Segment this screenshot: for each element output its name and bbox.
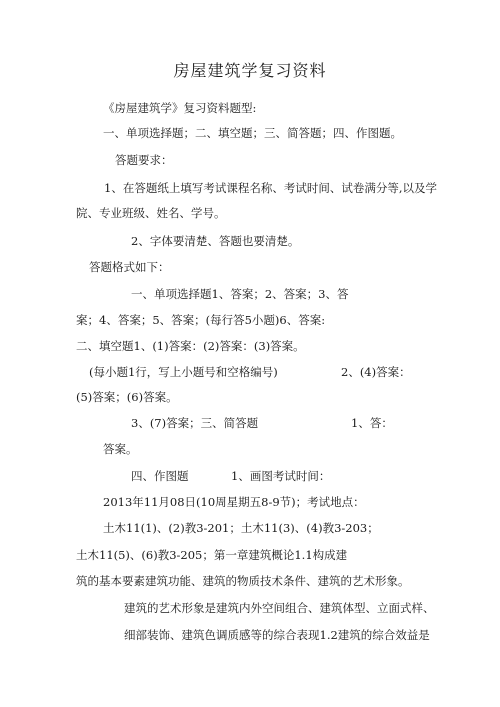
format-fill-blank-line1: 二、填空题1、(1)答案：(2)答案：(3)答案。 (76, 339, 305, 353)
answer-format-heading: 答题格式如下： (89, 260, 170, 274)
chapter1-line3: 细部装饰、建筑色调质感等的综合表现1.2建筑的综合效益是 (124, 628, 430, 642)
exam-location-line1: 土木11(1)、(2)教3-201；土木11(3)、(4)教3-203； (103, 521, 379, 535)
format-short-answer-answer: 答案。 (103, 442, 138, 456)
chapter1-line2: 建筑的艺术形象是建筑内外空间组合、建筑体型、立面式样、 (124, 601, 435, 615)
format-fill-blank-item2: 2、(4)答案： (341, 365, 411, 379)
answer-requirements-heading: 答题要求： (115, 153, 173, 167)
question-types-list: 一、单项选择题；二、填空题；三、简答题；四、作图题。 (103, 126, 402, 140)
format-short-answer-item1: 1、答： (351, 416, 393, 430)
format-fill-blank-note: (每小题1行，写上小题号和空格编号) (89, 365, 278, 379)
requirement-2: 2、字体要清楚、答题也要清楚。 (131, 234, 300, 248)
format-drawing-exam-time: 1、画图考试时间： (231, 469, 331, 483)
format-drawing-heading: 四、作图题 (131, 469, 189, 483)
format-single-choice-line2: 案；4、答案；5、答案；(每行答5小题)6、答案: (76, 313, 326, 327)
format-fill-blank-item3: 3、(7)答案；三、简答题 (131, 416, 259, 430)
document-title: 房屋建筑学复习资料 (173, 61, 327, 80)
exam-date: 2013年11月08日(10周星期五8-9节)；考试地点： (103, 495, 365, 509)
exam-location-line2: 土木11(5)、(6)教3-205；第一章建筑概论1.1构成建 (76, 548, 348, 562)
requirement-1-line1: 1、在答题纸上填写考试课程名称、考试时间、试卷满分等,以及学 (104, 181, 437, 195)
format-single-choice-line1: 一、单项选择题1、答案；2、答案；3、答 (131, 287, 349, 301)
chapter1-line1: 筑的基本要素建筑功能、建筑的物质技术条件、建筑的艺术形象。 (76, 574, 410, 588)
question-types-heading: 《房屋建筑学》复习资料题型: (103, 101, 257, 115)
requirement-1-line2: 院、专业班级、姓名、学号。 (76, 206, 226, 220)
format-fill-blank-line3: (5)答案；(6)答案。 (76, 390, 178, 404)
